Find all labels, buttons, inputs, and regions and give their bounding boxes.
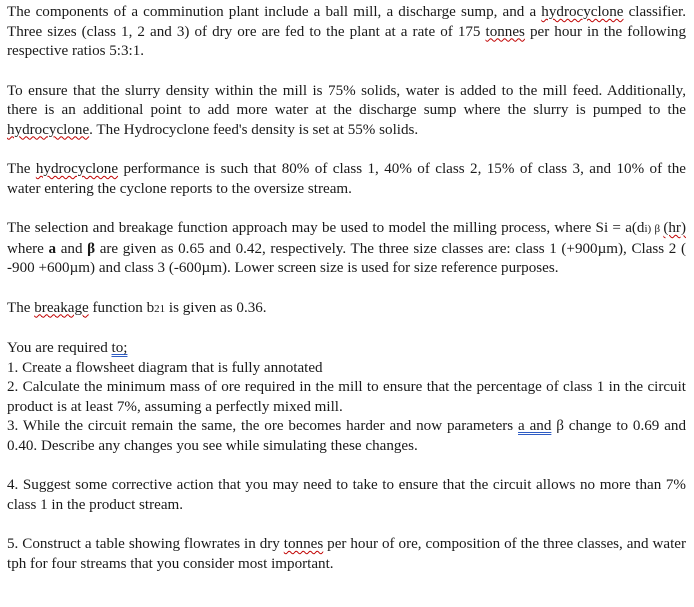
text-span: The [7,299,35,316]
spellcheck-word: tonnes [283,536,324,552]
text-span: 3. While the circuit remain the same, the ore becomes harder and now parameters [7,418,519,434]
text-span: . The Hydrocyclone feed's density is set at 55% solids. [89,121,419,138]
text-span: function b [88,299,155,316]
text-span: per hour in the following respective ratios 5:3:1. [7,23,686,59]
bold-symbol: β [87,240,96,257]
paragraph-slurry-density [7,82,686,141]
spellcheck-word: hydrocyclone [7,121,90,138]
paragraph-breakage-function [7,299,686,320]
text-span: are given as 0.65 and 0.42, respectively. The three size classes are: class 1 (+900µm), Class 2 ( -900 +600µm) and class 3 (-600µm). Lower screen size is used for size reference purposes. [7,240,686,276]
text-span: β change to 0.69 and 0.40. Describe any changes you see while simulating these changes. [7,418,686,454]
bold-symbol: a [48,240,57,257]
paragraph-cyclone-performance [7,160,686,199]
requirement-item-4: 4. Suggest some corrective action that you may need to take to ensure that the circuit allows no more than 7% class 1 in the product stream. [7,477,686,513]
text-span: where [7,240,49,257]
paragraph-plant-components [7,3,686,62]
spellcheck-word: tonnes [485,23,525,40]
subscript: i [644,223,648,235]
text-span: You are required [7,340,112,356]
requirements-list [7,339,686,456]
spellcheck-word: hydrocyclone [35,161,119,177]
spellcheck-word: hydrocyclone [541,4,624,20]
text-span: ) [647,223,652,235]
requirement-item-3 [7,417,686,456]
text-span: The [7,161,36,177]
text-span: classifier. Three sizes (class 1, 2 and 3) of dry ore are fed to the plant at a rate of 175 [7,4,686,40]
spellcheck-word: breakage [34,299,89,316]
text-span: The components of a comminution plant include a ball mill, a discharge sump, and a [7,4,542,20]
requirements-intro [7,339,686,359]
text-span: and [56,240,88,257]
requirement-item-2: 2. Calculate the minimum mass of ore required in the mill to ensure that the percentage of class 1 in the circuit product is at least 7%, assuming a perfectly mixed mill. [7,379,686,415]
grammar-flag: a and [518,418,552,434]
subscript: 21 [154,302,166,315]
beta-symbol: β [651,223,664,235]
text-span: 5. Construct a table showing flowrates in dry [7,536,284,552]
spellcheck-word: (hr) [663,220,686,236]
text-span: is given as 0.36. [165,299,267,316]
text-span: To ensure that the slurry density within the mill is 75% solids, water is added to the mill feed. Additionally, there is an additional point to add more water at the discharge sump where the slurry is pumped to the [7,82,686,118]
text-span: The selection and breakage function approach may be used to model the milling process, where Si = a(d [7,220,645,236]
paragraph-selection-breakage [7,219,686,279]
text-span: per hour of ore, composition of the three classes, and water tph for four streams that you consider most important. [7,536,686,572]
requirement-item-5 [7,535,686,574]
grammar-flag: to; [111,340,128,356]
text-span: performance is such that 80% of class 1, 40% of class 2, 15% of class 3, and 10% of the water entering the cyclone reports to the oversize stream. [7,161,686,197]
requirement-item-1: 1. Create a flowsheet diagram that is fully annotated [7,359,323,376]
